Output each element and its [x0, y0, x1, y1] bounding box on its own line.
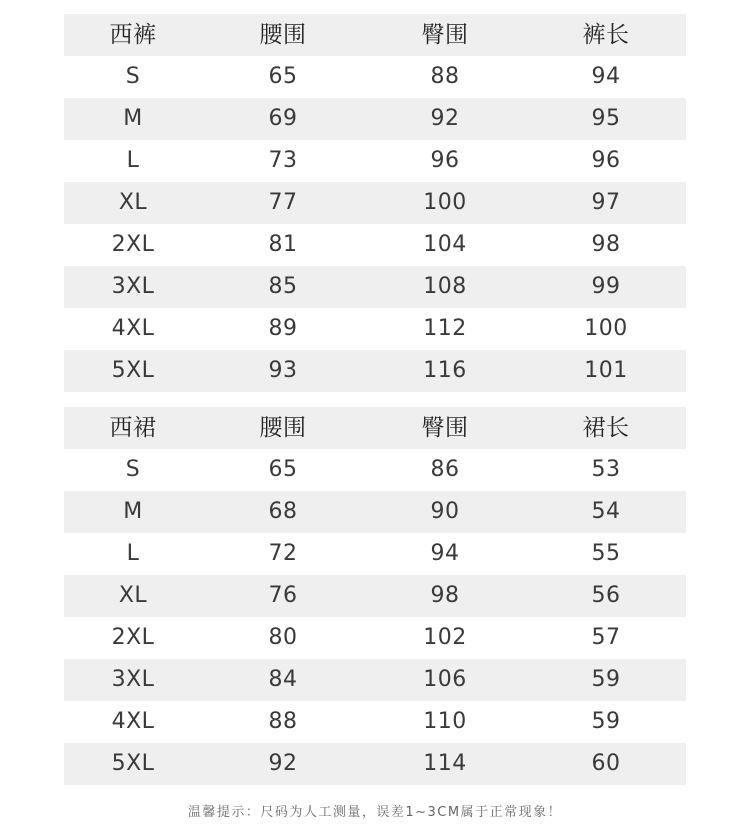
header-cell: 腰围: [259, 415, 307, 441]
size-cell: 4XL: [111, 316, 155, 341]
header-cell: 西裙: [109, 415, 157, 441]
header-cell: 裙长: [582, 415, 630, 441]
size-cell: 2XL: [111, 625, 155, 650]
length-cell: 100: [584, 316, 628, 341]
waist-cell: 69: [268, 106, 298, 131]
length-cell: 99: [591, 274, 621, 299]
size-cell: M: [123, 499, 143, 524]
table-row: [64, 659, 686, 701]
hip-cell: 106: [423, 667, 467, 692]
pants-size-table: [64, 14, 686, 392]
waist-cell: 92: [268, 751, 298, 776]
table-row: [64, 449, 686, 491]
length-cell: 101: [584, 358, 628, 383]
waist-cell: 89: [268, 316, 298, 341]
length-cell: 95: [591, 106, 621, 131]
table-row: [64, 743, 686, 785]
table-row: [64, 140, 686, 182]
measurement-note: 温馨提示：尺码为人工测量，误差1~3CM属于正常现象！: [187, 805, 563, 820]
waist-cell: 72: [268, 541, 298, 566]
waist-cell: 65: [268, 457, 298, 482]
table-row: [64, 350, 686, 392]
length-cell: 54: [591, 499, 621, 524]
size-cell: S: [125, 64, 141, 89]
length-cell: 98: [591, 232, 621, 257]
header-cell: 臀围: [421, 22, 469, 48]
size-cell: XL: [118, 583, 148, 608]
waist-cell: 65: [268, 64, 298, 89]
hip-cell: 100: [423, 190, 467, 215]
waist-cell: 85: [268, 274, 298, 299]
size-cell: 5XL: [111, 358, 155, 383]
table-row: [64, 266, 686, 308]
waist-cell: 68: [268, 499, 298, 524]
length-cell: 97: [591, 190, 621, 215]
table-row: [64, 98, 686, 140]
table-header-row: [64, 14, 686, 56]
table-row: [64, 224, 686, 266]
waist-cell: 84: [268, 667, 298, 692]
size-cell: 3XL: [111, 274, 155, 299]
length-cell: 96: [591, 148, 621, 173]
header-cell: 裤长: [582, 22, 630, 48]
length-cell: 59: [591, 709, 621, 734]
table-row: [64, 182, 686, 224]
header-cell: 西裤: [109, 22, 157, 48]
waist-cell: 77: [268, 190, 298, 215]
table-row: [64, 575, 686, 617]
hip-cell: 116: [423, 358, 467, 383]
size-cell: 5XL: [111, 751, 155, 776]
length-cell: 60: [591, 751, 621, 776]
table-row: [64, 533, 686, 575]
hip-cell: 102: [423, 625, 467, 650]
size-cell: 4XL: [111, 709, 155, 734]
hip-cell: 86: [430, 457, 460, 482]
waist-cell: 93: [268, 358, 298, 383]
size-cell: M: [123, 106, 143, 131]
table-row: [64, 701, 686, 743]
hip-cell: 90: [430, 499, 460, 524]
skirt-size-table: [64, 407, 686, 785]
hip-cell: 92: [430, 106, 460, 131]
table-row: [64, 491, 686, 533]
length-cell: 57: [591, 625, 621, 650]
waist-cell: 73: [268, 148, 298, 173]
length-cell: 56: [591, 583, 621, 608]
hip-cell: 94: [430, 541, 460, 566]
length-cell: 94: [591, 64, 621, 89]
waist-cell: 80: [268, 625, 298, 650]
table-row: [64, 56, 686, 98]
hip-cell: 96: [430, 148, 460, 173]
length-cell: 53: [591, 457, 621, 482]
hip-cell: 114: [423, 751, 467, 776]
size-cell: L: [126, 148, 140, 173]
hip-cell: 98: [430, 583, 460, 608]
size-cell: S: [125, 457, 141, 482]
size-cell: 2XL: [111, 232, 155, 257]
length-cell: 59: [591, 667, 621, 692]
size-cell: L: [126, 541, 140, 566]
hip-cell: 112: [423, 316, 467, 341]
table-row: [64, 308, 686, 350]
hip-cell: 88: [430, 64, 460, 89]
length-cell: 55: [591, 541, 621, 566]
header-cell: 腰围: [259, 22, 307, 48]
hip-cell: 108: [423, 274, 467, 299]
hip-cell: 110: [423, 709, 467, 734]
waist-cell: 81: [268, 232, 298, 257]
hip-cell: 104: [423, 232, 467, 257]
size-cell: XL: [118, 190, 148, 215]
size-cell: 3XL: [111, 667, 155, 692]
header-cell: 臀围: [421, 415, 469, 441]
waist-cell: 88: [268, 709, 298, 734]
table-header-row: [64, 407, 686, 449]
waist-cell: 76: [268, 583, 298, 608]
table-row: [64, 617, 686, 659]
